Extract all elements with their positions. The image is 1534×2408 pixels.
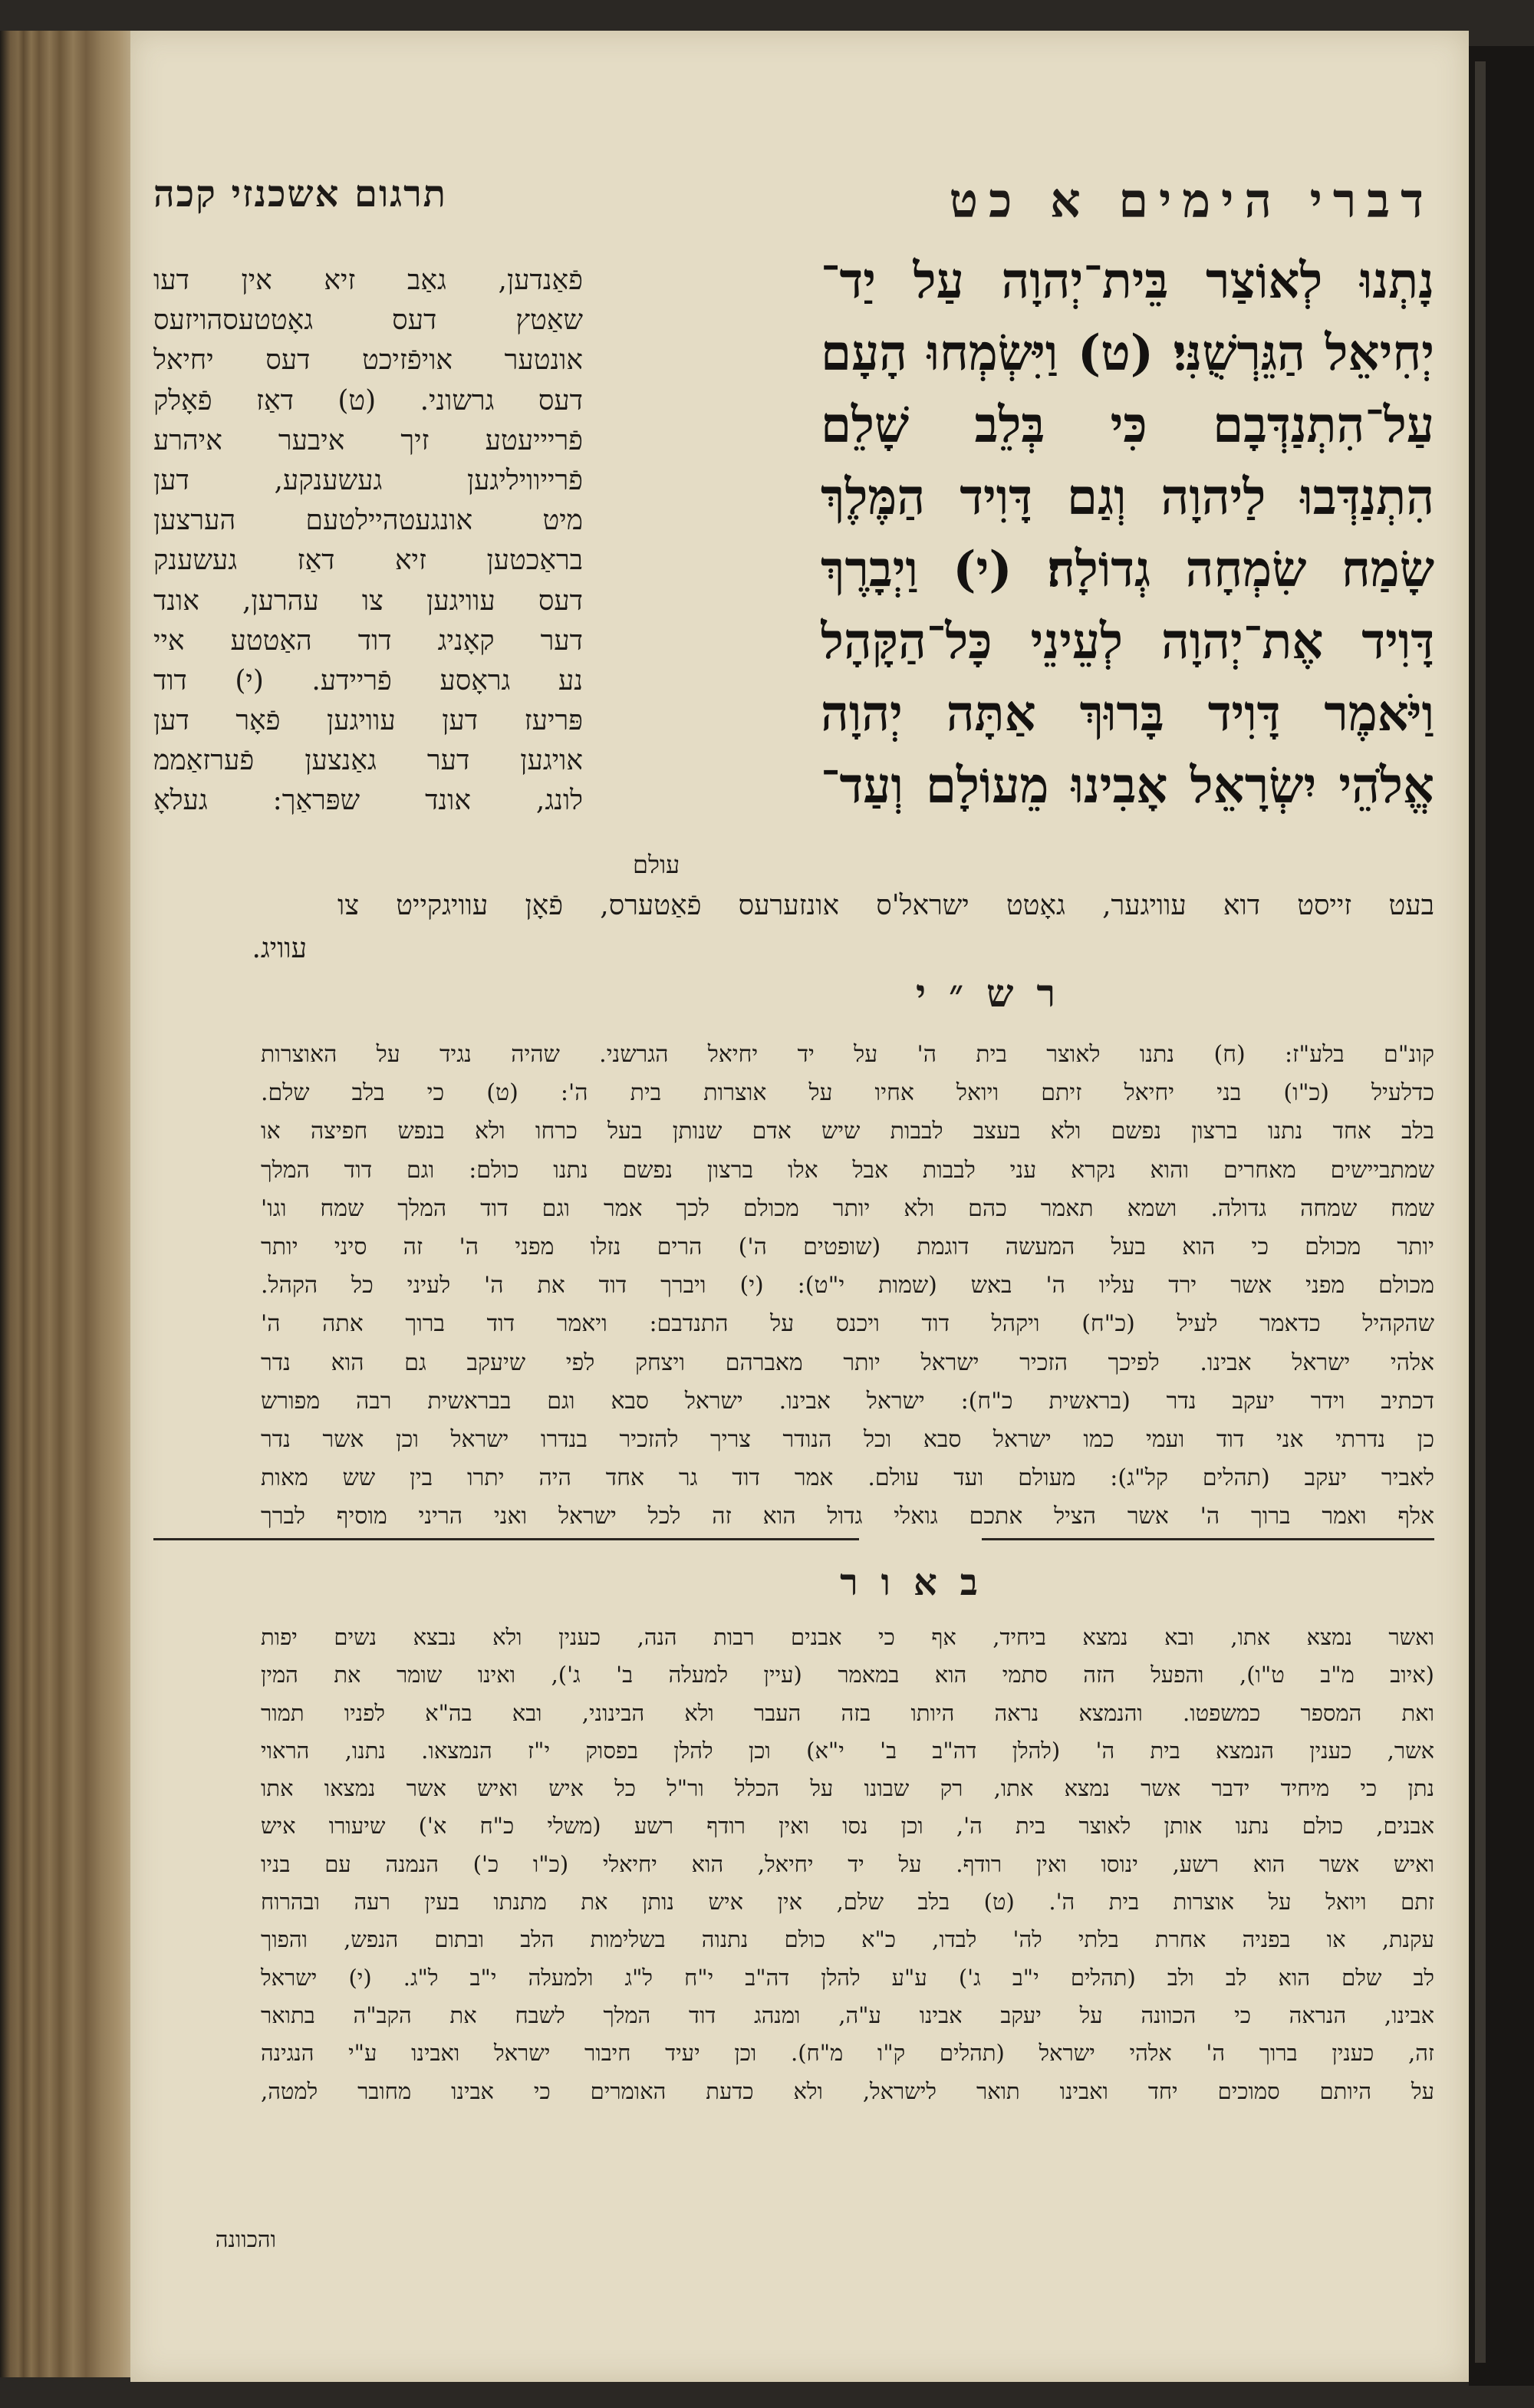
rashi-line: כן נדרתי אני דוד ועמי כמו ישראל סבא וכל הנודר צריך להזכיר בנדרו ישראל וכן אשר נדר [261,1425,1434,1453]
translation-line: אויגען דער גאַנצען פֿערזאַממ [153,745,583,777]
rashi-line: לאביר יעקב (תהלים קל"ג): מעולם ועד עולם. אמר דוד גר אחד היה יתרו בין שש מאות [261,1464,1434,1492]
hebrew-line: נָתְנוּ לְאוֹצַר בֵּית־יְהוָה עַל יַד־ [821,252,1434,310]
rashi-line: אלף ואמר ברוך ה' אשר הציל אתכם גואלי גדול הוא זה לכל ישראל ואני הריני מוסיף לברך [261,1503,1434,1530]
rashi-line: יותר מכולם כי הוא בעל המעשה דוגמת (שופטים ה') הרים נזלו מפני ה' זה סיני יותר [261,1233,1434,1260]
rashi-line: אלהי ישראל אבינו. לפיכך הזכיר ישראל יותר מאברהם ויצחק לפי שיעקב גם הוא נדר [261,1349,1434,1376]
biur-commentary [261,1619,1434,2110]
hebrew-verse-column [821,245,1434,822]
translation-line: פּריעז דען עוויגען פֿאָר דען [153,705,583,737]
translation-line: דעס גרשוני. (ט) דאַז פֿאָלק [153,384,583,417]
translation-line: דעס עוויגען צו עהרען, אונד [153,585,583,617]
rashi-line: שמח שמחה גדולה. ושמא תאמר כהם ולא יותר מכולם לכך אמר וגם דוד המלך שמח וגו' [261,1194,1434,1222]
translation-line: פֿריייעטע זיך איבער איהרע [153,424,583,456]
translation-continuation: בעט זייסט דוא עוויגער, גאָטט ישראל'ס אונזערעס פֿאַטערס, פֿאָן עוויגקייט צו [337,890,1434,921]
biur-line: אבינו, הנראה כי הכוונה על יעקב אבינו ע"ה, ומנהג דוד המלך לשבח את הקב"ה בתואר [261,2001,1434,2028]
hebrew-line: שָׂמַח שִׂמְחָה גְדוֹלָה׃ (י) וַיְבָרֶךְ [821,541,1434,598]
hebrew-line: עַל־הִתְנַדְּבָם כִּי בְּלֵב שָׁלֵם [821,397,1434,454]
translation-line: שאַטץ דעס גאָטטעסהויזעס [153,305,583,337]
hebrew-line: וַיֹּאמֶר דָּוִיד בָּרוּךְ אַתָּה יְהוָה [821,685,1434,743]
biur-line: ואת המספר כמשפטו. והנמצא נראה היותו בזה העבר ולא הבינוני, ובא בה"א לפניו תמור [261,1699,1434,1726]
binding-strip [1475,61,1486,2363]
biur-line: לב שלם הוא לב ולב (תהלים י"ב ג') ע"ע להלן דה"ב י"ח ל"ג ולמעלה י"ב ל"ג. (י) ישראל [261,1964,1434,1991]
rashi-line: שמתביישים מאחרים והוא נקרא עני לבבות אבל אלו ברצון נפשם נתנו כולם: וגם דוד המלך [261,1156,1434,1184]
biur-line: אבנים, כולם נתנו אותן לאוצר בית ה', וכן נסו ואין רודף רשע (משלי כ"ח א') שיעורו איש [261,1813,1434,1840]
biur-line: ואיש אשר הוא רשע, ינוסו ואין רודף. על יד יחיאל, הוא יחיאלי (כ"ו כ') הנמנה עם בניו [261,1850,1434,1877]
hebrew-line: יְחִיאֵל הַגֵּרְשֻׁנִּי׃ (ט) וַיִּשְׂמְחוּ הָעָם [821,324,1434,382]
hebrew-line: הִתְנַדְּבוּ לַיהוָה וְגַם דָּוִיד הַמֶּלֶךְ [821,469,1434,526]
rashi-line: בלב אחד נתנו ברצון נפשם ולא בעצב לבבות שיש אדם שנותן בעל כרחו ולא בנפש חפיצה או [261,1118,1434,1145]
rashi-commentary [261,1036,1434,1536]
rashi-heading: רש״י [915,970,1079,1016]
biur-line: אשר, כענין הנמצא בית ה' (להלן דה"ב ב' י"א) וכן להלן בפסוק י"ז הנמצאו. נתנו, הראוי [261,1737,1434,1764]
rashi-line: שהקהיל כדאמר לעיל (כ"ח) ויקהל דוד ויכנס על התנדבם: ויאמר דוד ברוך אתה ה' [261,1310,1434,1338]
translation-line: בראַכטען זיא דאַז געשענק [153,545,583,577]
biur-line: (איוב מ"ב ט"ו), והפעל הזה סתמי הוא במאמר (עיין למעלה ב' ג'), ואינו שומר את המין [261,1662,1434,1688]
book-binding-edge [1469,46,1534,2386]
translation-line: נע גראָסע פֿריידע. (י) דוד [153,664,583,697]
running-header-translation: תרגום אשכנזי קכה [153,173,447,216]
translation-line: מיט אונגעטהיילטעם הערצען [153,505,583,537]
translation-line: דער קאָניג דוד האַטטע איי [153,624,583,657]
translation-line: פֿאַנדען, גאַב זיא אין דעו [153,265,583,296]
biur-line: על היותם סמוכים יחד ואבינו תואר לישראל, ולא כדעת האומרים כי אבינו מחובר למטה, [261,2077,1434,2104]
biur-line: עקנת, או בפניה אחרת בלתי לה' לבדו, כ"א כולם נתנוה בשלימות הלב ובתום הנפש, והפוך [261,1926,1434,1953]
rashi-line: מכולם מפני אשר ירד עליו ה' באש (שמות י"ט): (י) ויברך דוד את ה' לעיני כל הקהל. [261,1272,1434,1300]
rashi-line: כדלעיל (כ"ו) בני יחיאל זיתם ויואל אחיו על אוצרות בית ה': (ט) כי בלב שלם. [261,1079,1434,1107]
translation-line: לונג, אונד שפּראַך: געלאָ [153,785,583,817]
rashi-line: דכתיב וידר יעקב נדר (בראשית כ"ח): ישראל אבינו. ישראל סבא וגם בבראשית רבה מפורש [261,1387,1434,1415]
biur-heading: באור [840,1561,1001,1604]
hebrew-line: דָּוִיד אֶת־יְהוָה לְעֵינֵי כָּל־הַקָּהָל [821,613,1434,670]
translation-end: עוויג. [252,933,307,964]
hebrew-line: אֱלֹהֵי יִשְׂרָאֵל אָבִינוּ מֵעוֹלָם וְעַד־ [821,757,1434,815]
translation-line: פֿרייוויליגען געשענקע, דען [153,464,583,496]
book-page-edges [0,31,130,2377]
section-divider-right [982,1538,1434,1540]
biur-line: נתן כי מיחיד ידבר אשר נמצא אתו, רק שבונו על הכלל ור"ל כל איש ואיש אשר נמצאו אתו [261,1775,1434,1802]
biur-catchword: והכוונה [215,2226,276,2252]
translation-column [153,261,583,822]
hebrew-catchword: עולם [633,850,680,879]
running-header-title: דברי הימים א כט [949,173,1434,229]
rashi-line: קונ"ם בלע"ז: (ח) נתנו לאוצר בית ה' על יד יחיאל הגרשני. שהיה נגיד על האוצרות [261,1041,1434,1068]
biur-line: ואשר נמצא אתו, ובא נמצא ביחיד, אף כי אבנים רבות הנה, כענין ולא נבצא נשים יפות [261,1624,1434,1650]
biur-line: זתם ויואל על אוצרות בית ה'. (ט) בלב שלם, אין איש נותן את מתנתו בעין רעה ובהרוח [261,1889,1434,1916]
biur-line: זה, כענין ברוך ה' אלהי ישראל (תהלים ק"ו מ"ח). וכן יעיד חיבור ישראל ואבינו ע"י הנגינה [261,2040,1434,2067]
section-divider-left [153,1538,859,1540]
translation-line: אונטער אויפֿזיכט דעס יחיאל [153,344,583,377]
